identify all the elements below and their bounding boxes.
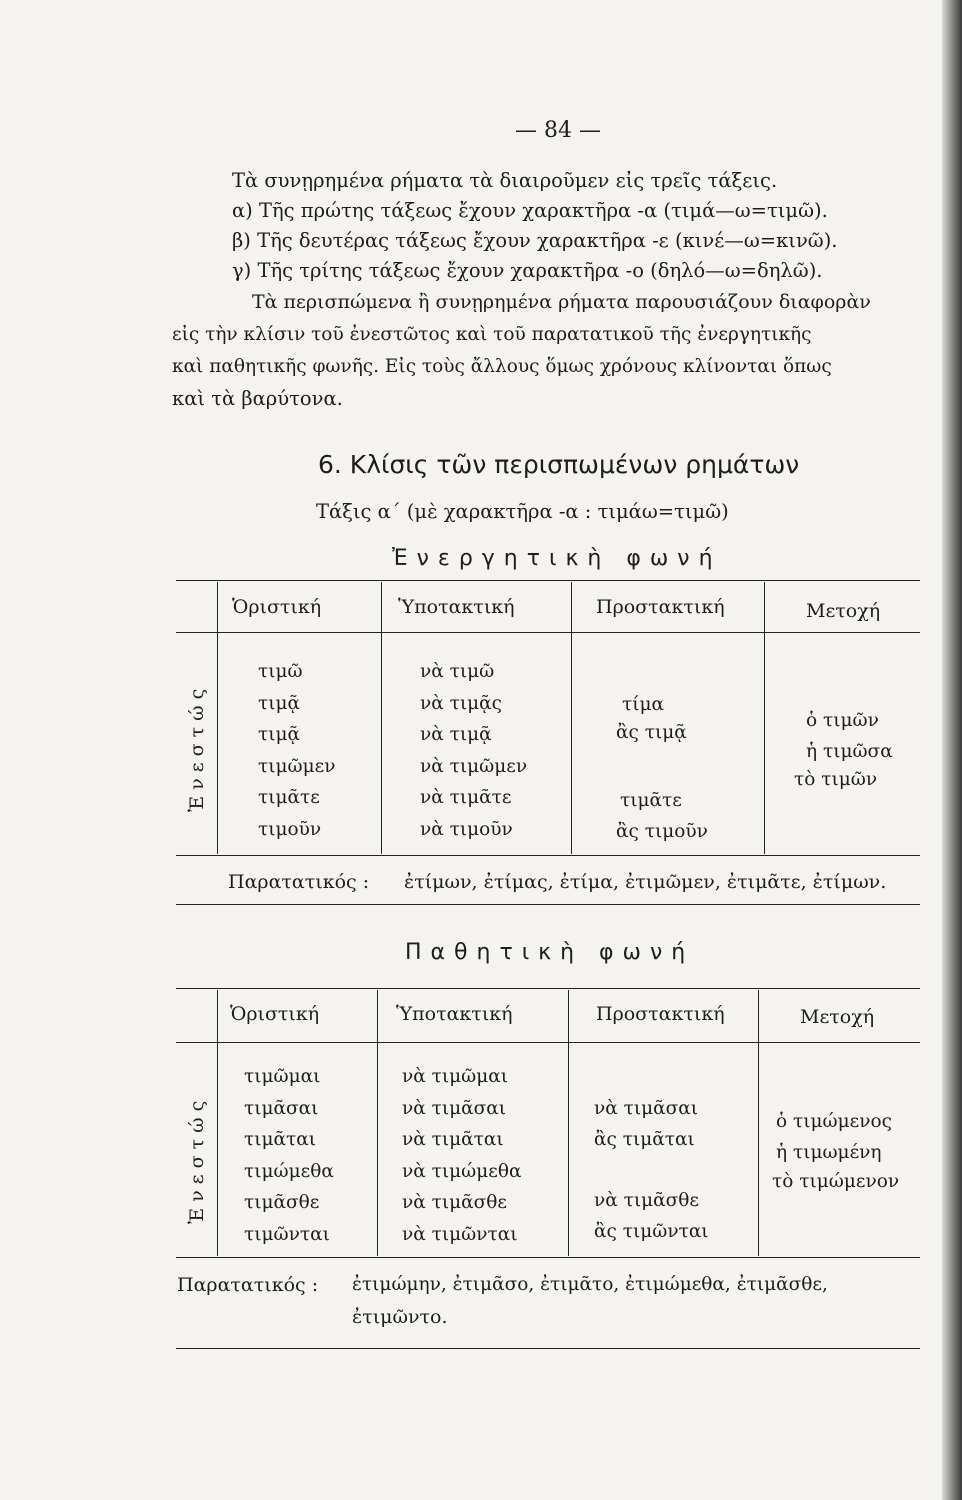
- active-imperative-form: ἂς τιμᾷ: [616, 722, 687, 743]
- active-indicative-form: τιμᾷ: [258, 724, 301, 745]
- passive-subjunctive-form: νὰ τιμῶμαι: [402, 1066, 508, 1087]
- active-header-participle: Μετοχή: [806, 600, 881, 622]
- passive-indicative-form: τιμῶμαι: [244, 1066, 321, 1087]
- passive-indicative-form: τιμᾶται: [244, 1129, 316, 1150]
- active-participle-form: ἡ τιμῶσα: [806, 741, 893, 762]
- active-participle-form: ὁ τιμῶν: [806, 710, 879, 731]
- passive-header-rule: [176, 1042, 920, 1043]
- passive-table-top-rule: [176, 988, 920, 989]
- active-col-divider-2: [571, 582, 572, 854]
- active-subjunctive-form: νὰ τιμᾷ: [420, 724, 492, 745]
- passive-subjunctive-column: [402, 1061, 521, 1250]
- passive-tense-label: Ἐνεστώς: [186, 1094, 208, 1224]
- passive-header-indicative: Ὁριστική: [230, 1003, 320, 1025]
- active-header-imperative: Προστακτική: [596, 596, 725, 618]
- passive-indicative-form: τιμᾶσαι: [244, 1097, 319, 1119]
- passive-imperative-form: ἂς τιμᾶται: [594, 1129, 695, 1150]
- passive-participle-form: ὁ τιμώμενος: [776, 1111, 892, 1132]
- intro-line-3: β) Τῆς δευτέρας τάξεως ἔχουν χαρακτῆρα -ε (κινέ—ω=κινῶ).: [232, 229, 838, 252]
- passive-voice-title: Παθητικὴ φωνή: [405, 940, 695, 965]
- intro-line-8: καὶ τὰ βαρύτονα.: [172, 387, 343, 410]
- passive-indicative-form: τιμῶνται: [244, 1223, 330, 1245]
- active-col-divider-0: [217, 582, 218, 854]
- active-imperfect-forms: ἐτίμων, ἐτίμας, ἐτίμα, ἐτιμῶμεν, ἐτιμᾶτε, ἐτίμων.: [404, 871, 887, 893]
- active-subjunctive-column: [420, 656, 527, 845]
- active-imperfect-label: Παρατατικός :: [228, 871, 370, 893]
- passive-subjunctive-form: νὰ τιμᾶται: [402, 1129, 504, 1150]
- page-number: — 84 —: [515, 118, 601, 143]
- active-subjunctive-form: νὰ τιμοῦν: [420, 818, 513, 840]
- active-voice-title: Ἐνεργητικὴ φωνή: [392, 546, 722, 571]
- passive-subjunctive-form: νὰ τιμᾶσθε: [402, 1192, 507, 1213]
- passive-header-subjunctive: Ὑποτακτική: [396, 1003, 513, 1025]
- passive-imperative-form: νὰ τιμᾶσθε: [594, 1190, 699, 1211]
- active-header-rule: [176, 632, 920, 633]
- active-imperative-form: ἂς τιμοῦν: [616, 821, 708, 842]
- passive-subjunctive-form: νὰ τιμῶνται: [402, 1223, 518, 1245]
- intro-line-7: καὶ παθητικῆς φωνῆς. Εἰς τοὺς ἄλλους ὅμως χρόνους κλίνονται ὅπως: [172, 356, 832, 377]
- active-imperfect-rule: [176, 904, 920, 905]
- active-body-bottom-rule: [176, 855, 920, 856]
- active-indicative-form: τιμᾶτε: [258, 787, 320, 808]
- active-indicative-form: τιμῶ: [258, 661, 303, 682]
- passive-header-participle: Μετοχή: [800, 1006, 875, 1028]
- passive-col-divider-1: [377, 990, 378, 1256]
- intro-line-2: α) Τῆς πρώτης τάξεως ἔχουν χαρακτῆρα -α (τιμά—ω=τιμῶ).: [232, 199, 828, 222]
- active-participle-form: τὸ τιμῶν: [794, 769, 878, 790]
- class-line: Τάξις α΄ (μὲ χαρακτῆρα -α : τιμάω=τιμῶ): [316, 500, 729, 523]
- active-col-divider-1: [381, 582, 382, 854]
- passive-imperfect-label: Παρατατικός :: [177, 1274, 319, 1296]
- passive-subjunctive-form: νὰ τιμᾶσαι: [402, 1097, 506, 1119]
- active-indicative-form: τιμῶμεν: [258, 755, 336, 777]
- active-header-subjunctive: Ὑποτακτική: [398, 596, 515, 618]
- passive-indicative-column: [244, 1061, 334, 1250]
- passive-subjunctive-form: νὰ τιμώμεθα: [402, 1160, 522, 1182]
- intro-line-4: γ) Τῆς τρίτης τάξεως ἔχουν χαρακτῆρα -ο (δηλό—ω=δηλῶ).: [232, 259, 823, 282]
- passive-indicative-form: τιμώμεθα: [244, 1160, 334, 1182]
- active-indicative-form: τιμοῦν: [258, 818, 322, 840]
- active-col-divider-3: [764, 582, 765, 854]
- active-subjunctive-form: νὰ τιμᾶτε: [420, 787, 512, 808]
- passive-participle-form: ἡ τιμωμένη: [776, 1142, 882, 1163]
- active-tense-label: Ἐνεστώς: [186, 682, 208, 812]
- passive-col-divider-3: [758, 990, 759, 1256]
- page-edge-shadow: [942, 0, 962, 1500]
- passive-col-divider-0: [217, 990, 218, 1256]
- active-imperative-form: τιμᾶτε: [620, 790, 682, 811]
- active-subjunctive-form: νὰ τιμᾷς: [420, 692, 502, 714]
- active-indicative-column: [258, 656, 335, 845]
- active-table-top-rule: [176, 580, 920, 581]
- passive-header-imperative: Προστακτική: [596, 1003, 725, 1025]
- passive-participle-form: τὸ τιμώμενον: [772, 1171, 900, 1192]
- passive-indicative-form: τιμᾶσθε: [244, 1192, 320, 1213]
- section-heading: 6. Κλίσις τῶν περισπωμένων ρημάτων: [318, 450, 800, 479]
- intro-line-1: Τὰ συνῃρημένα ρήματα τὰ διαιροῦμεν εἰς τρεῖς τάξεις.: [232, 169, 778, 192]
- intro-line-6: εἰς τὴν κλίσιν τοῦ ἐνεστῶτος καὶ τοῦ παρατατικοῦ τῆς ἐνεργητικῆς: [172, 324, 812, 345]
- active-subjunctive-form: νὰ τιμῶμεν: [420, 755, 528, 777]
- passive-col-divider-2: [568, 990, 569, 1256]
- intro-line-5: Τὰ περισπώμενα ἢ συνῃρημένα ρήματα παρουσιάζουν διαφορὰν: [252, 291, 871, 313]
- passive-imperfect-forms-line1: ἐτιμώμην, ἐτιμᾶσο, ἐτιμᾶτο, ἐτιμώμεθα, ἐτιμᾶσθε,: [352, 1274, 828, 1295]
- active-subjunctive-form: νὰ τιμῶ: [420, 661, 495, 682]
- passive-body-bottom-rule: [176, 1257, 920, 1258]
- passive-imperfect-rule: [176, 1348, 920, 1349]
- active-imperative-form: τίμα: [622, 694, 665, 715]
- passive-imperative-form: νὰ τιμᾶσαι: [594, 1098, 698, 1119]
- active-header-indicative: Ὁριστική: [232, 596, 322, 618]
- passive-imperative-form: ἂς τιμῶνται: [594, 1221, 709, 1242]
- active-indicative-form: τιμᾷ: [258, 692, 301, 714]
- passive-imperfect-forms-line2: ἐτιμῶντο.: [352, 1306, 448, 1328]
